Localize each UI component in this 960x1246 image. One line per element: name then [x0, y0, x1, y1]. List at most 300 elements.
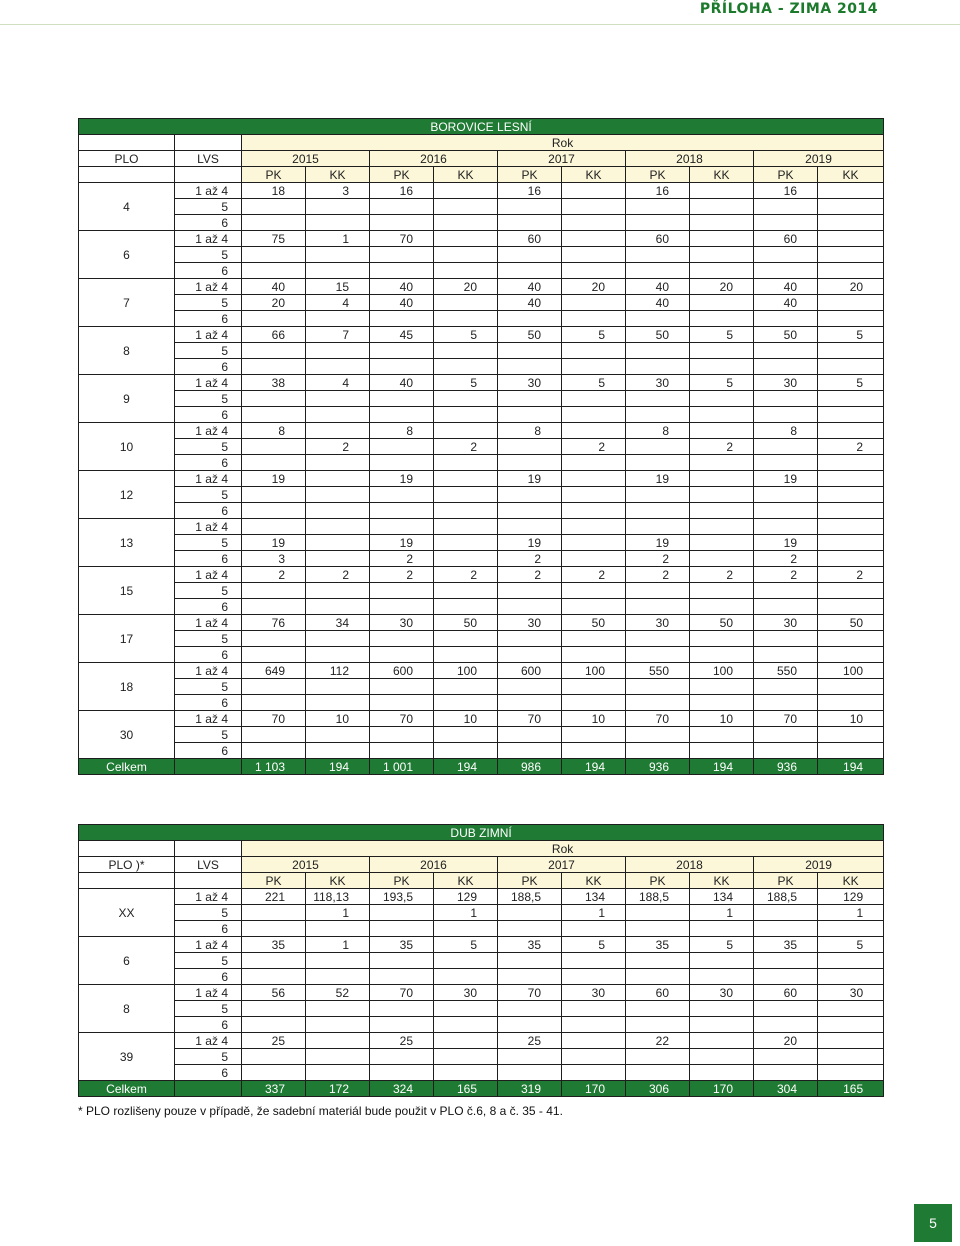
value-cell — [306, 487, 370, 503]
value-cell — [562, 311, 626, 327]
value-cell — [242, 1017, 306, 1033]
value-cell: 35 — [498, 937, 562, 953]
lvs-cell: 6 — [175, 503, 242, 519]
total-label: Celkem — [79, 759, 175, 775]
value-cell — [562, 743, 626, 759]
lvs-cell: 6 — [175, 647, 242, 663]
value-cell — [562, 679, 626, 695]
value-cell — [690, 1065, 754, 1081]
value-cell — [370, 1065, 434, 1081]
value-cell — [626, 583, 690, 599]
plo-cell: 39 — [79, 1033, 175, 1081]
lvs-cell: 6 — [175, 311, 242, 327]
lvs-cell: 5 — [175, 247, 242, 263]
table-row — [79, 311, 884, 327]
value-cell: 649 — [242, 663, 306, 679]
value-cell — [562, 599, 626, 615]
value-cell — [690, 391, 754, 407]
value-cell — [818, 503, 884, 519]
value-cell: 118,13 — [306, 889, 370, 905]
table-row — [79, 359, 884, 375]
table-row — [79, 263, 884, 279]
value-cell: 2 — [818, 567, 884, 583]
value-cell: 20 — [690, 279, 754, 295]
value-cell — [434, 407, 498, 423]
value-cell — [498, 487, 562, 503]
total-value: 986 — [498, 759, 562, 775]
value-cell — [818, 487, 884, 503]
lvs-cell: 6 — [175, 695, 242, 711]
lvs-cell: 1 až 4 — [175, 471, 242, 487]
table-row — [79, 247, 884, 263]
value-cell — [306, 743, 370, 759]
value-cell — [562, 647, 626, 663]
table-row — [79, 535, 884, 551]
value-cell: 2 — [306, 567, 370, 583]
value-cell: 2 — [690, 567, 754, 583]
table-row — [79, 953, 884, 969]
value-cell — [370, 311, 434, 327]
value-cell — [370, 487, 434, 503]
value-cell — [626, 455, 690, 471]
table-row — [79, 711, 884, 727]
table-row — [79, 679, 884, 695]
value-cell — [754, 263, 818, 279]
value-cell — [498, 1017, 562, 1033]
table-row — [79, 985, 884, 1001]
value-cell — [690, 263, 754, 279]
header-subcol: KK — [690, 167, 754, 183]
value-cell — [498, 263, 562, 279]
value-cell — [498, 921, 562, 937]
value-cell: 70 — [370, 711, 434, 727]
value-cell: 188,5 — [626, 889, 690, 905]
value-cell: 8 — [370, 423, 434, 439]
value-cell: 600 — [498, 663, 562, 679]
value-cell — [818, 631, 884, 647]
table-row — [79, 327, 884, 343]
lvs-cell: 5 — [175, 343, 242, 359]
value-cell: 4 — [306, 295, 370, 311]
value-cell — [818, 1049, 884, 1065]
value-cell — [434, 1065, 498, 1081]
value-cell — [690, 727, 754, 743]
value-cell — [306, 647, 370, 663]
value-cell — [370, 647, 434, 663]
value-cell: 100 — [434, 663, 498, 679]
value-cell — [498, 407, 562, 423]
value-cell — [498, 599, 562, 615]
value-cell — [242, 247, 306, 263]
value-cell — [818, 295, 884, 311]
value-cell — [306, 1017, 370, 1033]
value-cell — [626, 1065, 690, 1081]
value-cell: 16 — [498, 183, 562, 199]
value-cell — [242, 969, 306, 985]
value-cell — [562, 631, 626, 647]
table-row — [79, 647, 884, 663]
value-cell — [370, 953, 434, 969]
lvs-cell: 5 — [175, 535, 242, 551]
value-cell: 50 — [754, 327, 818, 343]
value-cell — [690, 215, 754, 231]
value-cell — [242, 439, 306, 455]
header-blank-cell — [175, 167, 242, 183]
value-cell: 50 — [690, 615, 754, 631]
value-cell: 5 — [562, 375, 626, 391]
table-row — [79, 375, 884, 391]
value-cell — [754, 391, 818, 407]
value-cell — [306, 343, 370, 359]
value-cell — [370, 503, 434, 519]
value-cell — [690, 183, 754, 199]
value-cell — [626, 727, 690, 743]
header-subcol: PK — [242, 873, 306, 889]
value-cell — [690, 199, 754, 215]
value-cell — [306, 551, 370, 567]
value-cell — [242, 359, 306, 375]
value-cell — [626, 519, 690, 535]
value-cell — [306, 599, 370, 615]
value-cell — [562, 263, 626, 279]
value-cell: 20 — [818, 279, 884, 295]
value-cell — [562, 423, 626, 439]
value-cell — [754, 311, 818, 327]
value-cell — [306, 535, 370, 551]
value-cell — [754, 455, 818, 471]
table-row — [79, 631, 884, 647]
value-cell — [818, 953, 884, 969]
header-rok: Rok — [242, 135, 884, 151]
value-cell: 15 — [306, 279, 370, 295]
value-cell — [498, 1065, 562, 1081]
value-cell — [690, 423, 754, 439]
value-cell: 19 — [626, 471, 690, 487]
plo-cell: 4 — [79, 183, 175, 231]
value-cell — [306, 359, 370, 375]
value-cell — [690, 969, 754, 985]
value-cell — [434, 969, 498, 985]
value-cell: 30 — [626, 615, 690, 631]
value-cell — [626, 905, 690, 921]
value-cell — [754, 695, 818, 711]
value-cell — [818, 599, 884, 615]
value-cell: 188,5 — [498, 889, 562, 905]
value-cell — [818, 1017, 884, 1033]
value-cell — [690, 743, 754, 759]
header-year: 2015 — [242, 857, 370, 873]
header-rok: Rok — [242, 841, 884, 857]
value-cell — [434, 295, 498, 311]
lvs-cell: 5 — [175, 583, 242, 599]
table-dub-zimni — [78, 824, 884, 1097]
value-cell — [242, 215, 306, 231]
total-value: 337 — [242, 1081, 306, 1097]
total-blank-cell — [175, 1081, 242, 1097]
header-year: 2017 — [498, 857, 626, 873]
value-cell — [754, 439, 818, 455]
value-cell: 70 — [498, 985, 562, 1001]
value-cell — [562, 359, 626, 375]
value-cell — [498, 583, 562, 599]
value-cell: 40 — [370, 279, 434, 295]
value-cell — [626, 695, 690, 711]
value-cell — [562, 1017, 626, 1033]
header-subcol: PK — [754, 167, 818, 183]
value-cell: 40 — [370, 295, 434, 311]
lvs-cell: 6 — [175, 551, 242, 567]
lvs-cell: 6 — [175, 359, 242, 375]
value-cell — [242, 921, 306, 937]
value-cell — [434, 311, 498, 327]
table-row — [79, 407, 884, 423]
value-cell — [306, 953, 370, 969]
value-cell — [370, 407, 434, 423]
value-cell — [370, 1049, 434, 1065]
value-cell — [818, 695, 884, 711]
value-cell: 60 — [626, 985, 690, 1001]
header-subcol: KK — [562, 873, 626, 889]
value-cell — [306, 727, 370, 743]
lvs-cell: 1 až 4 — [175, 519, 242, 535]
lvs-cell: 1 až 4 — [175, 375, 242, 391]
header-blank-cell — [79, 167, 175, 183]
header-year: 2016 — [370, 151, 498, 167]
value-cell — [434, 1017, 498, 1033]
value-cell: 19 — [626, 535, 690, 551]
value-cell — [690, 535, 754, 551]
value-cell — [562, 343, 626, 359]
value-cell — [498, 695, 562, 711]
lvs-cell: 1 až 4 — [175, 615, 242, 631]
value-cell — [370, 439, 434, 455]
header-year: 2019 — [754, 151, 884, 167]
value-cell — [242, 503, 306, 519]
value-cell — [434, 343, 498, 359]
total-value: 936 — [626, 759, 690, 775]
value-cell — [754, 1017, 818, 1033]
page-header-title: PŘÍLOHA - ZIMA 2014 — [699, 1, 878, 17]
value-cell — [434, 1033, 498, 1049]
value-cell — [754, 631, 818, 647]
value-cell: 129 — [434, 889, 498, 905]
value-cell — [434, 199, 498, 215]
value-cell — [818, 969, 884, 985]
value-cell — [626, 439, 690, 455]
table-row — [79, 663, 884, 679]
value-cell: 5 — [690, 375, 754, 391]
value-cell — [754, 743, 818, 759]
value-cell — [306, 423, 370, 439]
value-cell — [498, 1049, 562, 1065]
value-cell: 10 — [306, 711, 370, 727]
value-cell — [818, 359, 884, 375]
plo-cell: 6 — [79, 231, 175, 279]
total-row — [79, 759, 884, 775]
header-subcol: PK — [498, 167, 562, 183]
header-lvs-cell — [175, 135, 242, 151]
table-row — [79, 567, 884, 583]
header-subcol: KK — [434, 873, 498, 889]
value-cell — [626, 647, 690, 663]
header-subcol: PK — [498, 873, 562, 889]
value-cell — [818, 343, 884, 359]
value-cell — [690, 551, 754, 567]
value-cell — [818, 535, 884, 551]
value-cell: 70 — [626, 711, 690, 727]
value-cell: 7 — [306, 327, 370, 343]
value-cell: 100 — [818, 663, 884, 679]
header-subcol: PK — [754, 873, 818, 889]
header-lvs-cell — [175, 841, 242, 857]
total-value: 165 — [434, 1081, 498, 1097]
value-cell: 34 — [306, 615, 370, 631]
lvs-cell: 5 — [175, 1049, 242, 1065]
table-row — [79, 1001, 884, 1017]
value-cell — [626, 199, 690, 215]
value-cell — [434, 921, 498, 937]
lvs-cell: 5 — [175, 1001, 242, 1017]
value-cell — [626, 1001, 690, 1017]
value-cell — [626, 921, 690, 937]
value-cell — [690, 599, 754, 615]
value-cell: 30 — [626, 375, 690, 391]
value-cell — [242, 199, 306, 215]
value-cell: 30 — [690, 985, 754, 1001]
header-plo-cell — [79, 135, 175, 151]
value-cell: 70 — [242, 711, 306, 727]
header-lvs: LVS — [175, 151, 242, 167]
lvs-cell: 1 až 4 — [175, 231, 242, 247]
header-blank-cell — [175, 873, 242, 889]
value-cell: 5 — [818, 327, 884, 343]
value-cell — [498, 343, 562, 359]
total-value: 936 — [754, 759, 818, 775]
value-cell: 19 — [754, 535, 818, 551]
value-cell — [754, 503, 818, 519]
value-cell — [562, 551, 626, 567]
value-cell — [818, 199, 884, 215]
value-cell — [434, 583, 498, 599]
total-blank-cell — [175, 759, 242, 775]
value-cell — [754, 1049, 818, 1065]
value-cell — [690, 631, 754, 647]
value-cell — [498, 199, 562, 215]
table-row — [79, 487, 884, 503]
total-value: 324 — [370, 1081, 434, 1097]
footnote: * PLO rozlišeny pouze v případě, že sadební materiál bude použit v PLO č.6, 8 a č. 35 - 41. — [78, 1104, 563, 1118]
table-row — [79, 937, 884, 953]
value-cell — [626, 487, 690, 503]
value-cell: 2 — [434, 439, 498, 455]
total-value: 194 — [434, 759, 498, 775]
value-cell — [690, 1033, 754, 1049]
value-cell: 2 — [498, 551, 562, 567]
value-cell — [434, 647, 498, 663]
value-cell — [434, 247, 498, 263]
total-value: 194 — [562, 759, 626, 775]
value-cell: 129 — [818, 889, 884, 905]
value-cell — [370, 905, 434, 921]
value-cell — [754, 647, 818, 663]
total-value: 306 — [626, 1081, 690, 1097]
table-row — [79, 727, 884, 743]
value-cell — [434, 503, 498, 519]
value-cell — [690, 455, 754, 471]
value-cell: 35 — [370, 937, 434, 953]
lvs-cell: 1 až 4 — [175, 889, 242, 905]
value-cell — [242, 905, 306, 921]
value-cell: 70 — [370, 231, 434, 247]
value-cell — [370, 743, 434, 759]
header-year: 2017 — [498, 151, 626, 167]
table-row — [79, 503, 884, 519]
value-cell: 40 — [754, 295, 818, 311]
plo-cell: 13 — [79, 519, 175, 567]
value-cell — [242, 727, 306, 743]
value-cell: 50 — [626, 327, 690, 343]
value-cell — [690, 471, 754, 487]
value-cell: 70 — [498, 711, 562, 727]
value-cell — [242, 487, 306, 503]
value-cell: 1 — [434, 905, 498, 921]
value-cell: 5 — [818, 937, 884, 953]
value-cell — [434, 263, 498, 279]
value-cell: 40 — [626, 295, 690, 311]
lvs-cell: 5 — [175, 631, 242, 647]
value-cell: 30 — [562, 985, 626, 1001]
value-cell: 60 — [626, 231, 690, 247]
header-year: 2016 — [370, 857, 498, 873]
value-cell — [754, 599, 818, 615]
value-cell — [626, 1049, 690, 1065]
value-cell — [754, 953, 818, 969]
lvs-cell: 1 až 4 — [175, 985, 242, 1001]
value-cell — [242, 519, 306, 535]
value-cell: 134 — [562, 889, 626, 905]
value-cell — [818, 1001, 884, 1017]
lvs-cell: 6 — [175, 921, 242, 937]
value-cell — [242, 1065, 306, 1081]
value-cell: 75 — [242, 231, 306, 247]
value-cell — [626, 1017, 690, 1033]
plo-cell: 18 — [79, 663, 175, 711]
plo-cell: 10 — [79, 423, 175, 471]
value-cell: 22 — [626, 1033, 690, 1049]
value-cell — [562, 455, 626, 471]
value-cell: 50 — [818, 615, 884, 631]
value-cell — [370, 359, 434, 375]
lvs-cell: 1 až 4 — [175, 663, 242, 679]
value-cell — [818, 407, 884, 423]
header-subcol: KK — [306, 873, 370, 889]
total-value: 170 — [562, 1081, 626, 1097]
value-cell: 2 — [306, 439, 370, 455]
header-lvs: LVS — [175, 857, 242, 873]
value-cell: 38 — [242, 375, 306, 391]
value-cell — [754, 1001, 818, 1017]
header-blank-cell — [79, 873, 175, 889]
value-cell — [434, 953, 498, 969]
value-cell — [690, 231, 754, 247]
value-cell: 8 — [754, 423, 818, 439]
value-cell — [434, 471, 498, 487]
header-subcol: KK — [818, 167, 884, 183]
plo-cell: 30 — [79, 711, 175, 759]
value-cell: 66 — [242, 327, 306, 343]
table-row — [79, 471, 884, 487]
value-cell — [754, 519, 818, 535]
